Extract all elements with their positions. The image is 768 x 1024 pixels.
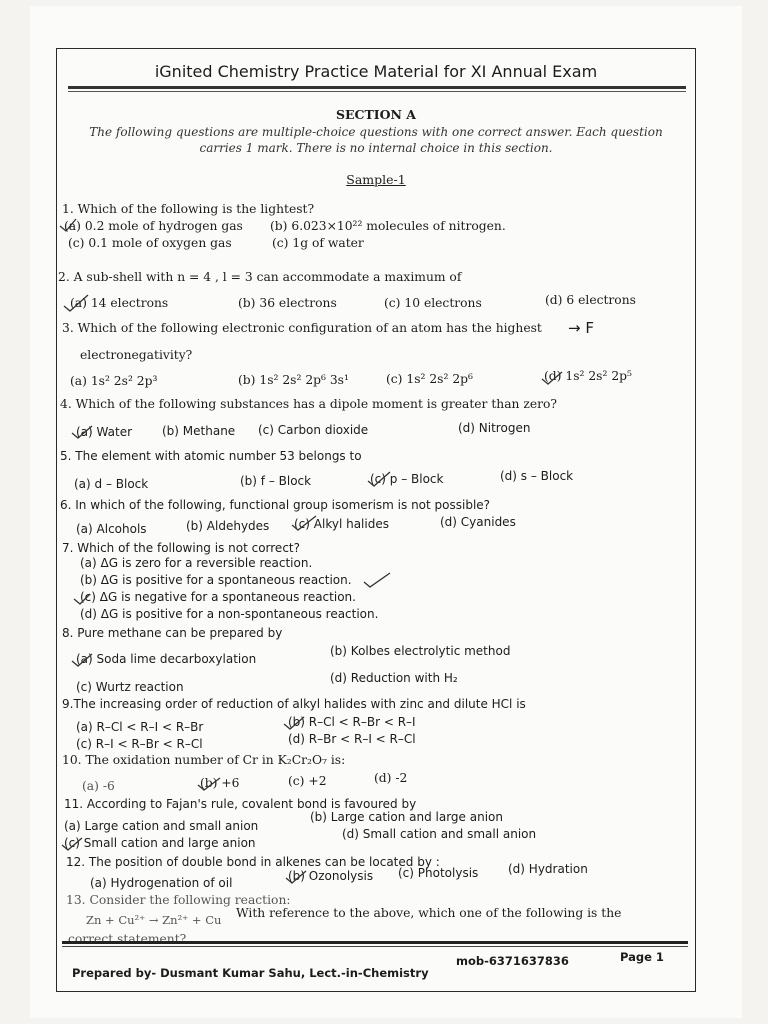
q11-option-c: (c) Small cation and large anion xyxy=(64,836,256,850)
q8-option-c: (c) Wurtz reaction xyxy=(76,680,184,694)
mobile-number: mob-6371637836 xyxy=(456,954,569,968)
q7-option-d: (d) ΔG is positive for a non-spontaneous reaction. xyxy=(80,607,379,621)
q6-option-a: (a) Alcohols xyxy=(76,522,147,536)
tick-q3 xyxy=(542,372,562,384)
handwritten-note: → F xyxy=(568,319,594,337)
q10-option-b: (b) +6 xyxy=(200,776,240,790)
q8-option-d: (d) Reduction with H₂ xyxy=(330,671,458,685)
q6-option-b: (b) Aldehydes xyxy=(186,519,270,533)
tick-q8 xyxy=(72,654,92,666)
tick-q9 xyxy=(284,717,304,729)
question-12: 12. The position of double bond in alkenes can be located by : xyxy=(66,855,440,869)
tick-q4 xyxy=(72,426,92,438)
q3-option-d: (d) 1s² 2s² 2p⁵ xyxy=(544,369,632,383)
question-5: 5. The element with atomic number 53 belongs to xyxy=(60,449,362,463)
q13-text-line2: correct statement? xyxy=(68,932,187,946)
question-6: 6. In which of the following, functional group isomerism is not possible? xyxy=(60,498,491,512)
q2-option-d: (d) 6 electrons xyxy=(545,293,636,307)
q6-option-c: (c) Alkyl halides xyxy=(294,517,389,531)
q9-option-a: (a) R–Cl < R–I < R–Br xyxy=(76,720,204,734)
q10-option-c: (c) +2 xyxy=(288,774,327,788)
instructions-line-1: The following questions are multiple-choice questions with one correct answer. Each question xyxy=(89,125,663,139)
q1-option-c: (c) 0.1 mole of oxygen gas xyxy=(68,236,232,250)
q13-text-cont: With reference to the above, which one of the following is the xyxy=(236,906,622,920)
q8-option-a: (a) Soda lime decarboxylation xyxy=(76,652,257,666)
question-3: 3. Which of the following electronic configuration of an atom has the highest xyxy=(62,321,542,335)
tick-q10 xyxy=(198,778,220,790)
q5-option-a: (a) d – Block xyxy=(74,477,149,491)
q1-option-b: (b) 6.023×10²² molecules of nitrogen. xyxy=(270,219,506,233)
q4-option-d: (d) Nitrogen xyxy=(458,421,531,435)
tick-q2 xyxy=(64,295,88,311)
question-9: 9.The increasing order of reduction of alkyl halides with zinc and dilute HCl is xyxy=(62,697,526,711)
document-title: iGnited Chemistry Practice Material for XI Annual Exam xyxy=(154,62,598,81)
question-2: 2. A sub-shell with n = 4 , l = 3 can accommodate a maximum of xyxy=(58,270,462,284)
q5-option-d: (d) s – Block xyxy=(500,469,574,483)
q6-option-d: (d) Cyanides xyxy=(440,515,516,529)
question-1: 1. Which of the following is the lightest? xyxy=(62,202,315,216)
q10-option-a: (a) -6 xyxy=(82,779,115,793)
q7-option-a: (a) ΔG is zero for a reversible reaction. xyxy=(80,556,313,570)
q4-option-c: (c) Carbon dioxide xyxy=(258,423,369,437)
q8-option-b: (b) Kolbes electrolytic method xyxy=(330,644,511,658)
tick-q11 xyxy=(62,838,82,850)
q2-option-a: (a) 14 electrons xyxy=(70,296,169,310)
question-7: 7. Which of the following is not correct? xyxy=(62,541,300,555)
sample-heading: Sample-1 xyxy=(346,172,406,187)
q12-option-d: (d) Hydration xyxy=(508,862,588,876)
q10-option-d: (d) -2 xyxy=(374,771,408,785)
tick-q7c xyxy=(74,594,90,604)
q3-option-b: (b) 1s² 2s² 2p⁶ 3s¹ xyxy=(238,373,349,387)
q7-option-b: (b) ΔG is positive for a spontaneous reaction. xyxy=(80,573,352,587)
question-8: 8. Pure methane can be prepared by xyxy=(62,626,283,640)
section-heading: SECTION A xyxy=(335,107,417,122)
instructions-line-2: carries 1 mark. There is no internal choice in this section. xyxy=(199,141,553,155)
q11-option-a: (a) Large cation and small anion xyxy=(64,819,259,833)
tick-q1 xyxy=(60,219,76,231)
q12-option-b: (b) Ozonolysis xyxy=(288,869,374,883)
q4-option-a: (a) Water xyxy=(76,425,133,439)
q7-option-c: (c) ΔG is negative for a spontaneous reaction. xyxy=(80,590,356,604)
tick-q7 xyxy=(364,573,390,587)
q4-option-b: (b) Methane xyxy=(162,424,236,438)
tick-q12 xyxy=(286,871,306,883)
q9-option-b: (b) R–Cl < R–Br < R–I xyxy=(288,715,416,729)
q3-option-a: (a) 1s² 2s² 2p³ xyxy=(70,374,158,388)
q11-option-d: (d) Small cation and small anion xyxy=(342,827,537,841)
q11-option-b: (b) Large cation and large anion xyxy=(310,810,503,824)
q5-option-b: (b) f – Block xyxy=(240,474,312,488)
question-10: 10. The oxidation number of Cr in K₂Cr₂O₇ is: xyxy=(62,753,346,767)
footer-rule-thin xyxy=(62,946,688,947)
tick-q6 xyxy=(292,516,316,530)
q2-option-b: (b) 36 electrons xyxy=(238,296,337,310)
question-13: 13. Consider the following reaction: xyxy=(66,893,291,907)
prepared-by: Prepared by- Dusmant Kumar Sahu, Lect.-in-Chemistry xyxy=(72,966,429,980)
page-number: Page 1 xyxy=(620,950,664,964)
q5-option-c: (c) p – Block xyxy=(370,472,444,486)
q12-option-c: (c) Photolysis xyxy=(398,866,479,880)
q9-option-d: (d) R–Br < R–I < R–Cl xyxy=(288,732,416,746)
q1-option-a: (a) 0.2 mole of hydrogen gas xyxy=(64,219,243,233)
q13-equation: Zn + Cu²⁺ → Zn²⁺ + Cu xyxy=(86,913,222,927)
tick-q5 xyxy=(368,472,390,486)
footer-rule xyxy=(62,941,688,944)
question-11: 11. According to Fajan's rule, covalent bond is favoured by xyxy=(64,797,417,811)
q2-option-c: (c) 10 electrons xyxy=(384,296,482,310)
q12-option-a: (a) Hydrogenation of oil xyxy=(90,876,233,890)
question-4: 4. Which of the following substances has a dipole moment is greater than zero? xyxy=(60,397,557,411)
q1-option-d: (c) 1g of water xyxy=(272,236,364,250)
q3-option-c: (c) 1s² 2s² 2p⁶ xyxy=(386,372,473,386)
q9-option-c: (c) R–I < R–Br < R–Cl xyxy=(76,737,203,751)
question-3-cont: electronegativity? xyxy=(80,348,193,362)
